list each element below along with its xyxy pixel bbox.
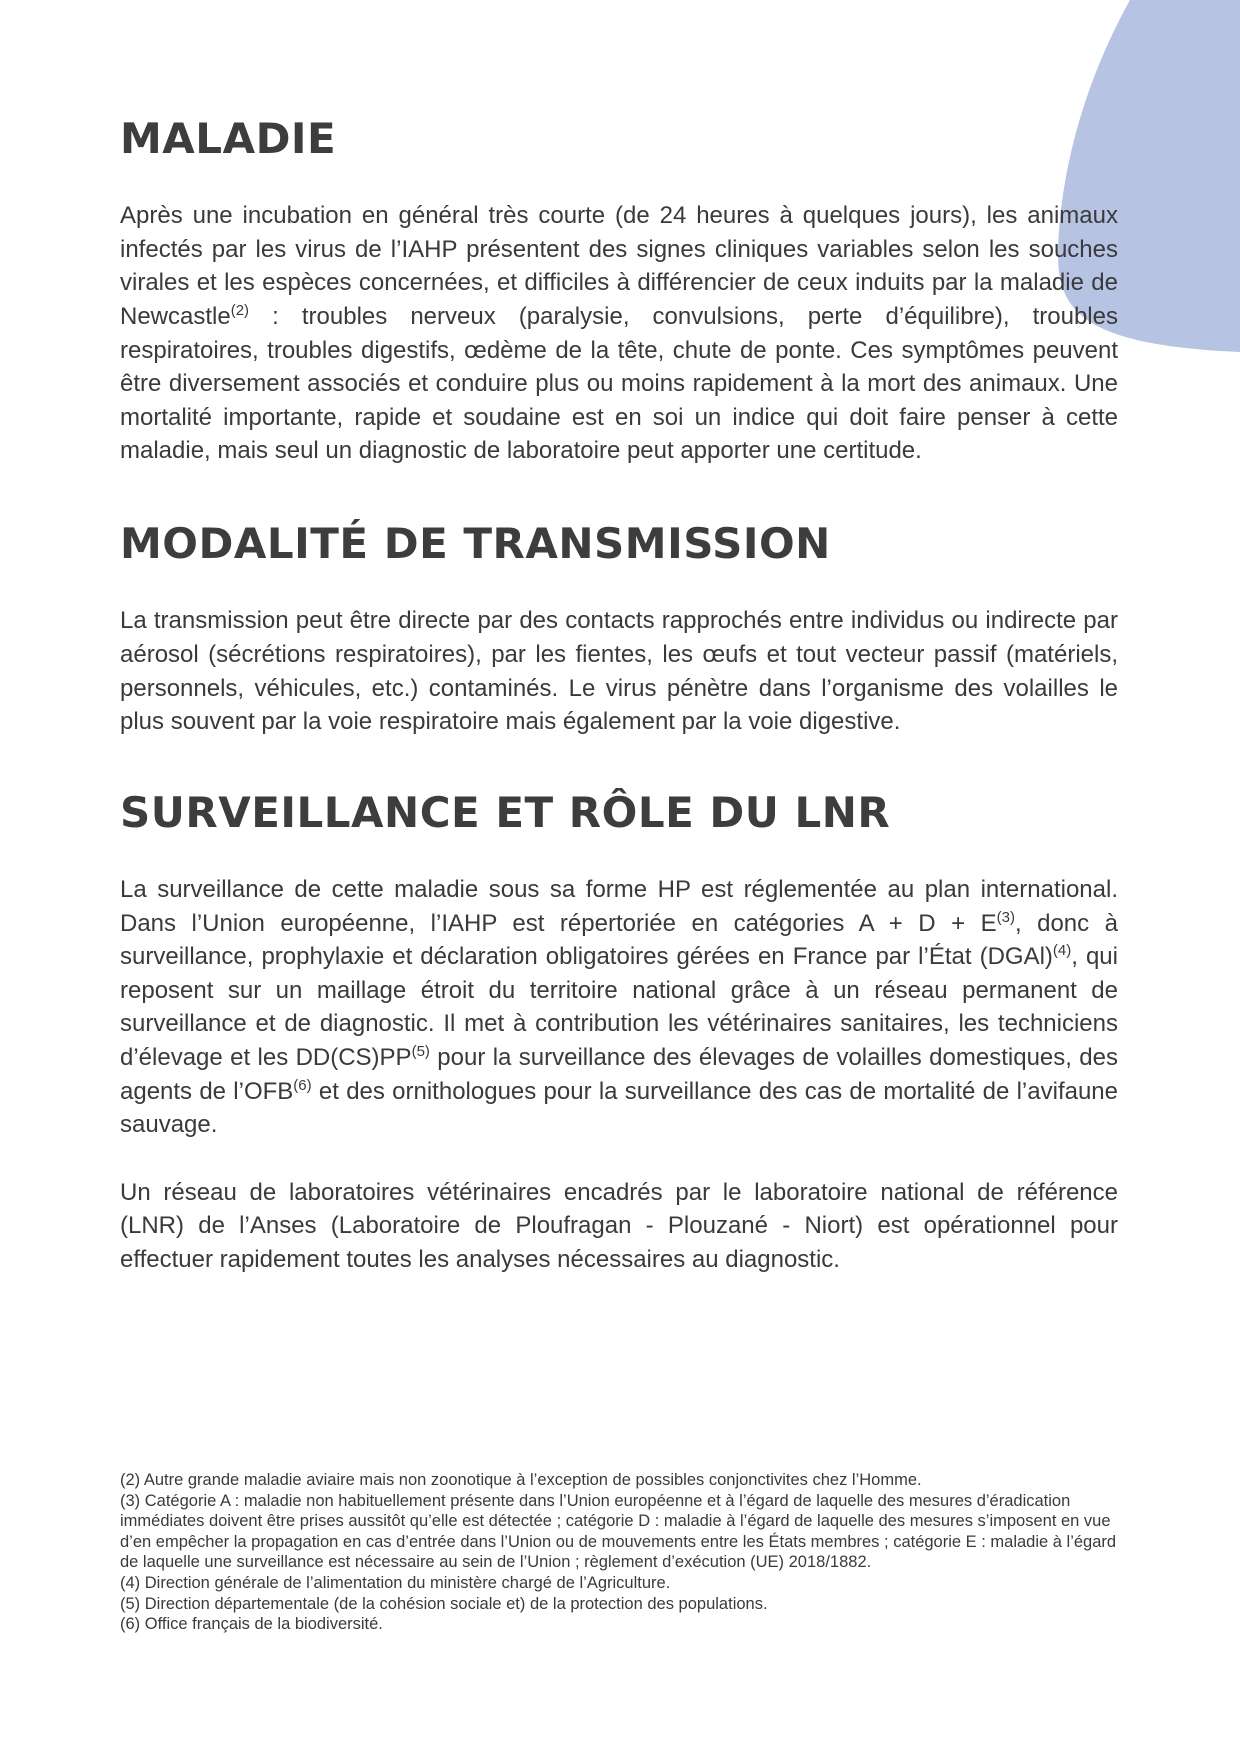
footnote-5: (5) Direction départementale (de la cohésion sociale et) de la protection des populations. — [120, 1594, 768, 1613]
text-segment: La surveillance de cette maladie sous sa forme HP est réglementée au plan international. Dans l’Union européenne, l’IAHP est répertoriée en catégories A + D + E — [120, 876, 1118, 937]
footnote-ref: (2) — [230, 302, 250, 320]
text-segment: : troubles nerveux (paralysie, convulsions, perte d’équilibre), troubles respiratoires, troubles digestifs, œdème de la tête, chute de ponte. Ces symptômes peuvent être diversement associés et conduire plus ou moins rapidement à la mort des animaux. Une mortalité importante, rapide et soudaine est en soi un indice qui doit faire penser à cette maladie, mais seul un diagnostic de laboratoire peut apporter une certitude. — [120, 303, 1118, 465]
text-segment: pour la surveillance des élevages de volailles domestiques, des agents de l’OFB — [120, 1043, 1118, 1105]
paragraph-maladie — [120, 199, 1118, 468]
footnotes-block — [120, 1470, 1118, 1635]
section-title-transmission: MODALITÉ DE TRANSMISSION — [120, 519, 831, 569]
footnote-6: (6) Office français de la biodiversité. — [120, 1615, 383, 1634]
section-surveillance — [120, 789, 1118, 1277]
section-transmission — [120, 520, 1118, 739]
footnote-ref: (4) — [1052, 942, 1072, 960]
section-title-surveillance: SURVEILLANCE ET RÔLE DU LNR — [120, 787, 891, 837]
paragraph-transmission: La transmission peut être directe par des contacts rapprochés entre individus ou indirecte par aérosol (sécrétions respiratoires), par les fientes, les œufs et tout vecteur passif (matériels, personnels, véhicules, etc.) contaminés. Le virus pénètre dans l’organisme des volailles le plus souvent par la voie respiratoire mais également par la voie digestive. — [120, 607, 1118, 736]
main-content — [120, 115, 1118, 1277]
text-segment: et des ornithologues pour la surveillance des cas de mortalité de l’avifaune sauvage. — [120, 1077, 1118, 1139]
text-segment: , donc à surveillance, prophylaxie et déclaration obligatoires gérées en France par l’État (DGAl) — [120, 909, 1118, 971]
text-segment: , qui reposent sur un maillage étroit du territoire national grâce à un réseau permanent de surveillance et de diagnostic. Il met à contribution les vétérinaires sanitaires, les techniciens d’élevage et les DD(CS)PP — [120, 943, 1118, 1071]
footnote-3: (3) Catégorie A : maladie non habituellement présente dans l’Union européenne et à l’égard de laquelle des mesures d’éradication immédiates doivent être prises aussitôt qu’elle est détectée ; catégorie D : maladie à l’égard de laquelle des mesures s’imposent en vue d’en empêcher la propagation en cas d’entrée dans l’Union ou de mouvements entre les États membres ; catégorie E : maladie à l’égard de laquelle une surveillance est nécessaire au sein de l’Union ; règlement d’exécution (UE) 2018/1882. — [120, 1491, 1117, 1572]
footnote-ref: (6) — [293, 1076, 312, 1094]
section-title-maladie: MALADIE — [120, 114, 337, 163]
footnote-4: (4) Direction générale de l’alimentation du ministère chargé de l’Agriculture. — [120, 1573, 671, 1592]
footnote-2: (2) Autre grande maladie aviaire mais non zoonotique à l’exception de possibles conjonctivites chez l’Homme. — [120, 1471, 922, 1489]
paragraph-surveillance-1 — [120, 873, 1118, 1142]
footnote-ref: (5) — [411, 1042, 430, 1060]
text-segment: Après une incubation en général très courte (de 24 heures à quelques jours), les animaux infectés par les virus de l’IAHP présentent des signes cliniques variables selon les souches virales et les espèces concernées, et difficiles à différencier de ceux induits par la maladie de Newcastle — [120, 202, 1118, 331]
footnote-ref: (3) — [996, 908, 1015, 926]
paragraph-surveillance-2: Un réseau de laboratoires vétérinaires encadrés par le laboratoire national de référence (LNR) de l’Anses (Laboratoire de Ploufragan - Plouzané - Niort) est opérationnel pour effectuer rapidement toutes les analyses nécessaires au diagnostic. — [120, 1178, 1118, 1273]
section-maladie — [120, 115, 1118, 468]
